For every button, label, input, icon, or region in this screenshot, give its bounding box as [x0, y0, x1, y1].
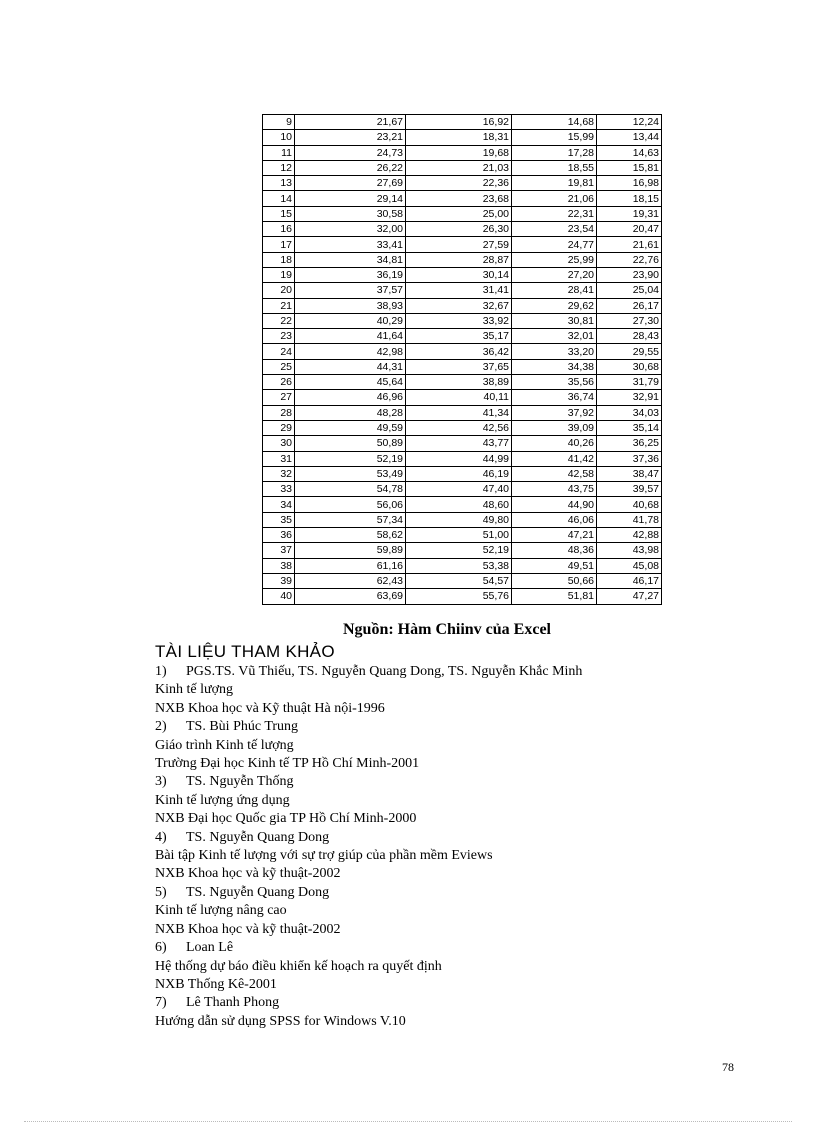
value-cell: 59,89 [295, 543, 406, 558]
table-row [263, 160, 662, 175]
reference-author-line [155, 663, 695, 681]
value-cell: 42,88 [597, 528, 662, 543]
degrees-of-freedom-cell: 25 [263, 359, 295, 374]
value-cell: 38,47 [597, 466, 662, 481]
value-cell: 27,30 [597, 313, 662, 328]
value-cell: 13,44 [597, 130, 662, 145]
reference-item [155, 994, 695, 1031]
value-cell: 54,57 [406, 573, 512, 588]
degrees-of-freedom-cell: 35 [263, 512, 295, 527]
value-cell: 46,96 [295, 390, 406, 405]
value-cell: 38,89 [406, 375, 512, 390]
reference-title: Hướng dẫn sử dụng SPSS for Windows V.10 [155, 1013, 406, 1029]
value-cell: 25,00 [406, 206, 512, 221]
value-cell: 37,57 [295, 283, 406, 298]
value-cell: 51,00 [406, 528, 512, 543]
degrees-of-freedom-cell: 22 [263, 313, 295, 328]
table-row [263, 543, 662, 558]
degrees-of-freedom-cell: 17 [263, 237, 295, 252]
reference-author: PGS.TS. Vũ Thiếu, TS. Nguyễn Quang Dong, TS. Nguyễn Khắc Minh [186, 664, 583, 679]
degrees-of-freedom-cell: 29 [263, 420, 295, 435]
value-cell: 22,36 [406, 176, 512, 191]
value-cell: 34,81 [295, 252, 406, 267]
table-row [263, 283, 662, 298]
references-list [155, 663, 695, 1031]
value-cell: 30,14 [406, 267, 512, 282]
value-cell: 40,26 [512, 436, 597, 451]
value-cell: 40,11 [406, 390, 512, 405]
value-cell: 48,36 [512, 543, 597, 558]
reference-author-line [155, 829, 695, 847]
degrees-of-freedom-cell: 21 [263, 298, 295, 313]
value-cell: 29,14 [295, 191, 406, 206]
value-cell: 44,90 [512, 497, 597, 512]
value-cell: 31,41 [406, 283, 512, 298]
reference-publisher: Trường Đại học Kinh tế TP Hồ Chí Minh-2001 [155, 756, 420, 772]
reference-title: Kinh tế lượng nâng cao [155, 903, 287, 919]
value-cell: 36,42 [406, 344, 512, 359]
degrees-of-freedom-cell: 9 [263, 115, 295, 130]
value-cell: 33,20 [512, 344, 597, 359]
table-row [263, 130, 662, 145]
degrees-of-freedom-cell: 34 [263, 497, 295, 512]
value-cell: 21,61 [597, 237, 662, 252]
reference-number: 5) [155, 884, 167, 900]
value-cell: 46,19 [406, 466, 512, 481]
value-cell: 48,28 [295, 405, 406, 420]
table-row [263, 237, 662, 252]
reference-author-line [155, 884, 695, 902]
table-caption: Nguồn: Hàm Chiinv của Excel [342, 621, 551, 638]
degrees-of-freedom-cell: 31 [263, 451, 295, 466]
table-row [263, 482, 662, 497]
references-heading: TÀI LIỆU THAM KHẢO [155, 642, 335, 661]
value-cell: 40,68 [597, 497, 662, 512]
degrees-of-freedom-cell: 27 [263, 390, 295, 405]
value-cell: 23,21 [295, 130, 406, 145]
value-cell: 49,80 [406, 512, 512, 527]
table-row [263, 176, 662, 191]
value-cell: 20,47 [597, 222, 662, 237]
value-cell: 16,98 [597, 176, 662, 191]
value-cell: 27,20 [512, 267, 597, 282]
value-cell: 49,51 [512, 558, 597, 573]
value-cell: 32,91 [597, 390, 662, 405]
value-cell: 38,93 [295, 298, 406, 313]
reference-author: TS. Bùi Phúc Trung [186, 719, 299, 735]
value-cell: 46,06 [512, 512, 597, 527]
degrees-of-freedom-cell: 14 [263, 191, 295, 206]
degrees-of-freedom-cell: 19 [263, 267, 295, 282]
value-cell: 25,04 [597, 283, 662, 298]
degrees-of-freedom-cell: 12 [263, 160, 295, 175]
value-cell: 36,25 [597, 436, 662, 451]
value-cell: 18,55 [512, 160, 597, 175]
reference-title: Bài tập Kinh tế lượng với sự trợ giúp của phần mềm Eviews [155, 848, 493, 864]
table-row [263, 298, 662, 313]
value-cell: 58,62 [295, 528, 406, 543]
reference-publisher: NXB Khoa học và kỹ thuật-2002 [155, 866, 341, 882]
value-cell: 62,43 [295, 573, 406, 588]
value-cell: 29,62 [512, 298, 597, 313]
value-cell: 17,28 [512, 145, 597, 160]
value-cell: 50,66 [512, 573, 597, 588]
value-cell: 33,92 [406, 313, 512, 328]
table-row [263, 451, 662, 466]
table-row [263, 390, 662, 405]
degrees-of-freedom-cell: 32 [263, 466, 295, 481]
reference-author: Lê Thanh Phong [186, 995, 280, 1011]
value-cell: 21,03 [406, 160, 512, 175]
value-cell: 44,99 [406, 451, 512, 466]
value-cell: 43,77 [406, 436, 512, 451]
reference-author: Loan Lê [186, 940, 234, 956]
reference-author-line [155, 773, 695, 791]
value-cell: 30,58 [295, 206, 406, 221]
reference-author: TS. Nguyễn Thống [186, 774, 294, 790]
reference-number: 4) [155, 829, 167, 845]
table-row [263, 512, 662, 527]
reference-publisher: NXB Đại học Quốc gia TP Hồ Chí Minh-2000 [155, 811, 417, 827]
reference-title: Kinh tế lượng ứng dụng [155, 792, 290, 808]
value-cell: 19,31 [597, 206, 662, 221]
value-cell: 32,01 [512, 329, 597, 344]
value-cell: 50,89 [295, 436, 406, 451]
degrees-of-freedom-cell: 24 [263, 344, 295, 359]
table-row [263, 267, 662, 282]
reference-number: 7) [155, 995, 167, 1011]
reference-number: 6) [155, 940, 167, 956]
reference-number: 1) [155, 664, 167, 679]
value-cell: 19,81 [512, 176, 597, 191]
reference-item [155, 829, 695, 884]
value-cell: 18,15 [597, 191, 662, 206]
value-cell: 52,19 [406, 543, 512, 558]
reference-publisher: NXB Khoa học và Kỹ thuật Hà nội-1996 [155, 700, 385, 716]
degrees-of-freedom-cell: 15 [263, 206, 295, 221]
value-cell: 42,58 [512, 466, 597, 481]
table-row [263, 222, 662, 237]
table-row [263, 191, 662, 206]
reference-title: Kinh tế lượng [155, 682, 233, 698]
value-cell: 41,42 [512, 451, 597, 466]
value-cell: 32,00 [295, 222, 406, 237]
value-cell: 53,38 [406, 558, 512, 573]
value-cell: 12,24 [597, 115, 662, 130]
value-cell: 43,75 [512, 482, 597, 497]
value-cell: 23,54 [512, 222, 597, 237]
value-cell: 36,74 [512, 390, 597, 405]
value-cell: 42,56 [406, 420, 512, 435]
value-cell: 48,60 [406, 497, 512, 512]
chi-square-table-body [263, 115, 662, 605]
page-number: 78 [722, 1060, 734, 1074]
value-cell: 24,73 [295, 145, 406, 160]
value-cell: 27,69 [295, 176, 406, 191]
degrees-of-freedom-cell: 39 [263, 573, 295, 588]
table-row [263, 420, 662, 435]
value-cell: 30,81 [512, 313, 597, 328]
value-cell: 37,65 [406, 359, 512, 374]
degrees-of-freedom-cell: 36 [263, 528, 295, 543]
value-cell: 40,29 [295, 313, 406, 328]
value-cell: 28,87 [406, 252, 512, 267]
page-bottom-rule [24, 1121, 792, 1122]
value-cell: 35,14 [597, 420, 662, 435]
value-cell: 42,98 [295, 344, 406, 359]
value-cell: 47,21 [512, 528, 597, 543]
reference-number: 3) [155, 774, 167, 790]
value-cell: 21,06 [512, 191, 597, 206]
reference-item [155, 939, 695, 994]
value-cell: 51,81 [512, 589, 597, 604]
table-row [263, 558, 662, 573]
value-cell: 54,78 [295, 482, 406, 497]
value-cell: 23,68 [406, 191, 512, 206]
value-cell: 39,57 [597, 482, 662, 497]
table-row [263, 589, 662, 604]
value-cell: 39,09 [512, 420, 597, 435]
value-cell: 43,98 [597, 543, 662, 558]
table-row [263, 344, 662, 359]
chi-square-table [262, 114, 662, 605]
value-cell: 45,64 [295, 375, 406, 390]
reference-publisher: NXB Thống Kê-2001 [155, 976, 277, 992]
reference-author: TS. Nguyễn Quang Dong [186, 829, 330, 845]
degrees-of-freedom-cell: 26 [263, 375, 295, 390]
value-cell: 25,99 [512, 252, 597, 267]
value-cell: 36,19 [295, 267, 406, 282]
table-row [263, 375, 662, 390]
value-cell: 41,78 [597, 512, 662, 527]
reference-item [155, 773, 695, 828]
value-cell: 18,31 [406, 130, 512, 145]
degrees-of-freedom-cell: 23 [263, 329, 295, 344]
degrees-of-freedom-cell: 38 [263, 558, 295, 573]
value-cell: 19,68 [406, 145, 512, 160]
value-cell: 31,79 [597, 375, 662, 390]
table-row [263, 252, 662, 267]
value-cell: 47,27 [597, 589, 662, 604]
value-cell: 34,38 [512, 359, 597, 374]
reference-author-line [155, 939, 695, 957]
value-cell: 45,08 [597, 558, 662, 573]
degrees-of-freedom-cell: 20 [263, 283, 295, 298]
value-cell: 55,76 [406, 589, 512, 604]
value-cell: 22,31 [512, 206, 597, 221]
value-cell: 15,81 [597, 160, 662, 175]
reference-author-line [155, 718, 695, 736]
value-cell: 46,17 [597, 573, 662, 588]
degrees-of-freedom-cell: 13 [263, 176, 295, 191]
value-cell: 56,06 [295, 497, 406, 512]
value-cell: 61,16 [295, 558, 406, 573]
reference-title: Giáo trình Kinh tế lượng [155, 737, 294, 753]
table-row [263, 573, 662, 588]
value-cell: 32,67 [406, 298, 512, 313]
value-cell: 15,99 [512, 130, 597, 145]
reference-author: TS. Nguyễn Quang Dong [186, 884, 330, 900]
table-row [263, 329, 662, 344]
value-cell: 52,19 [295, 451, 406, 466]
value-cell: 30,68 [597, 359, 662, 374]
reference-item [155, 663, 695, 718]
value-cell: 26,22 [295, 160, 406, 175]
value-cell: 41,34 [406, 405, 512, 420]
value-cell: 16,92 [406, 115, 512, 130]
reference-title: Hệ thống dự báo điều khiển kế hoạch ra quyết định [155, 958, 442, 974]
value-cell: 22,76 [597, 252, 662, 267]
degrees-of-freedom-cell: 28 [263, 405, 295, 420]
reference-author-line [155, 994, 695, 1012]
degrees-of-freedom-cell: 40 [263, 589, 295, 604]
value-cell: 37,36 [597, 451, 662, 466]
value-cell: 35,17 [406, 329, 512, 344]
value-cell: 24,77 [512, 237, 597, 252]
degrees-of-freedom-cell: 10 [263, 130, 295, 145]
degrees-of-freedom-cell: 18 [263, 252, 295, 267]
degrees-of-freedom-cell: 11 [263, 145, 295, 160]
value-cell: 37,92 [512, 405, 597, 420]
value-cell: 35,56 [512, 375, 597, 390]
value-cell: 29,55 [597, 344, 662, 359]
table-row [263, 497, 662, 512]
value-cell: 14,68 [512, 115, 597, 130]
table-row [263, 466, 662, 481]
value-cell: 57,34 [295, 512, 406, 527]
degrees-of-freedom-cell: 30 [263, 436, 295, 451]
value-cell: 27,59 [406, 237, 512, 252]
reference-publisher: NXB Khoa học và kỹ thuật-2002 [155, 921, 341, 937]
table-row [263, 206, 662, 221]
value-cell: 63,69 [295, 589, 406, 604]
table-row [263, 436, 662, 451]
degrees-of-freedom-cell: 16 [263, 222, 295, 237]
value-cell: 53,49 [295, 466, 406, 481]
value-cell: 28,41 [512, 283, 597, 298]
table-row [263, 359, 662, 374]
value-cell: 23,90 [597, 267, 662, 282]
table-row [263, 313, 662, 328]
table-row [263, 145, 662, 160]
value-cell: 47,40 [406, 482, 512, 497]
degrees-of-freedom-cell: 37 [263, 543, 295, 558]
value-cell: 14,63 [597, 145, 662, 160]
value-cell: 26,17 [597, 298, 662, 313]
value-cell: 44,31 [295, 359, 406, 374]
reference-number: 2) [155, 719, 167, 735]
table-row [263, 405, 662, 420]
reference-item [155, 884, 695, 939]
table-row [263, 528, 662, 543]
value-cell: 41,64 [295, 329, 406, 344]
degrees-of-freedom-cell: 33 [263, 482, 295, 497]
table-row [263, 115, 662, 130]
value-cell: 49,59 [295, 420, 406, 435]
reference-item [155, 718, 695, 773]
value-cell: 21,67 [295, 115, 406, 130]
value-cell: 26,30 [406, 222, 512, 237]
value-cell: 34,03 [597, 405, 662, 420]
value-cell: 28,43 [597, 329, 662, 344]
value-cell: 33,41 [295, 237, 406, 252]
